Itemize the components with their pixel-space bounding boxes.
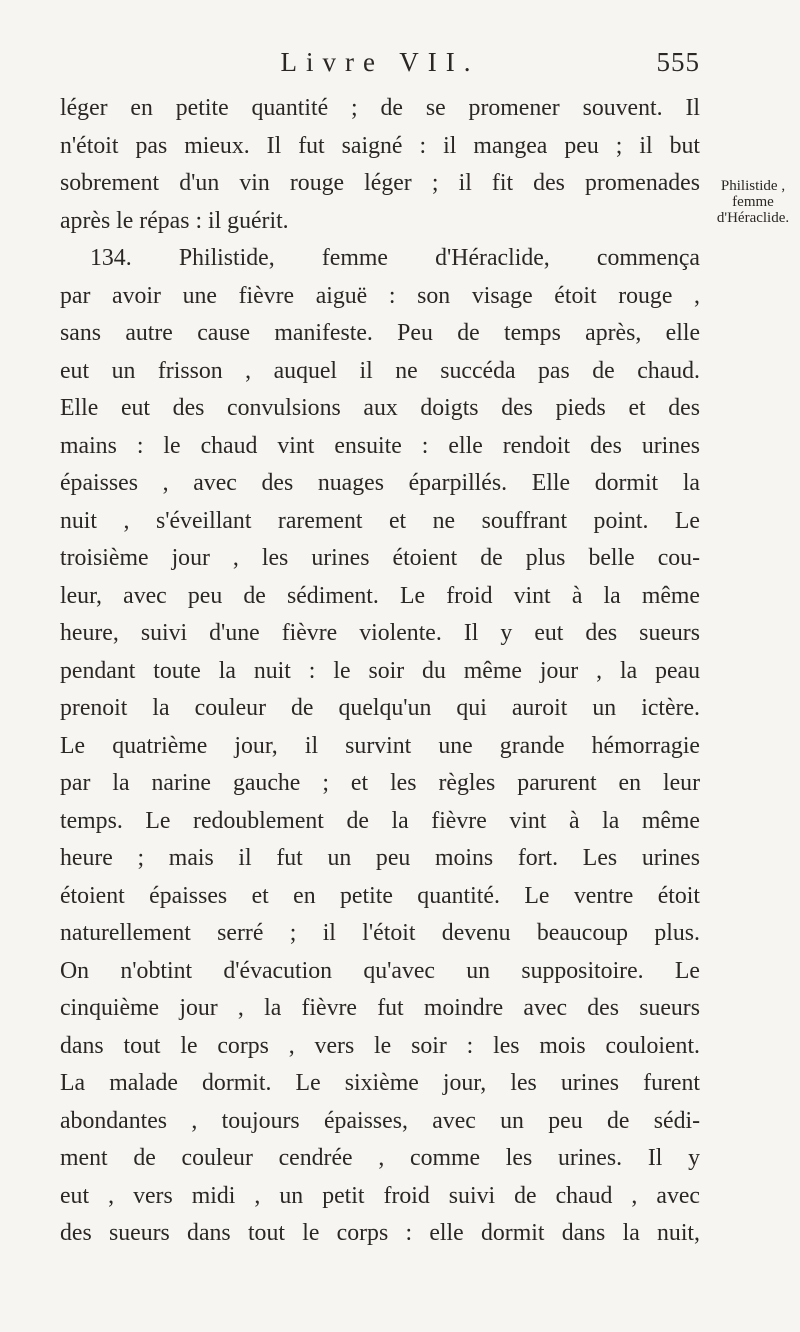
text-line: heure ; mais il fut un peu moins fort. Les urines bbox=[60, 845, 700, 871]
text-line: n'étoit pas mieux. Il fut saigné : il mangea peu ; il but bbox=[60, 132, 700, 159]
text-line: eut , vers midi , un petit froid suivi de chaud , avec bbox=[60, 1182, 700, 1209]
text-line: après le répas : il guérit. bbox=[60, 207, 289, 234]
text-line: heure, suivi d'une fièvre violente. Il y eut des sueurs bbox=[60, 620, 700, 646]
text-line: prenoit la couleur de quelqu'un qui auroit un ictère. bbox=[60, 695, 700, 721]
text-line: abondantes , toujours épaisses, avec un peu de sédi- bbox=[60, 1107, 700, 1134]
text-line: étoient épaisses et en petite quantité. Le ventre étoit bbox=[60, 882, 700, 909]
text-line: nuit , s'éveillant rarement et ne souffrant point. Le bbox=[60, 507, 700, 534]
text-line: 134. Philistide, femme d'Héraclide, commença bbox=[90, 245, 700, 271]
text-line: par avoir une fièvre aiguë : son visage étoit rouge , bbox=[60, 282, 700, 309]
text-line: pendant toute la nuit : le soir du même jour , la peau bbox=[60, 657, 700, 684]
text-line: naturellement serré ; il l'étoit devenu beaucoup plus. bbox=[60, 920, 700, 946]
running-head bbox=[60, 42, 700, 82]
text-line: sobrement d'un vin rouge léger ; il fit des promenades bbox=[60, 170, 700, 196]
text-line: temps. Le redoublement de la fièvre vint à la même bbox=[60, 807, 700, 834]
margin-note-line: femme bbox=[732, 194, 774, 210]
text-line: eut un frisson , auquel il ne succéda pas de chaud. bbox=[60, 357, 700, 384]
text-line: sans autre cause manifeste. Peu de temps après, elle bbox=[60, 320, 700, 346]
page-number: 555 bbox=[656, 47, 700, 77]
text-line: troisième jour , les urines étoient de plus belle cou- bbox=[60, 545, 700, 571]
body-text bbox=[60, 90, 700, 1253]
text-line: leur, avec peu de sédiment. Le froid vint à la même bbox=[60, 582, 700, 609]
text-line: cinquième jour , la fièvre fut moindre avec des sueurs bbox=[60, 995, 700, 1021]
text-line: Elle eut des convulsions aux doigts des pieds et des bbox=[60, 395, 700, 421]
text-line: épaisses , avec des nuages éparpillés. Elle dormit la bbox=[60, 470, 700, 496]
margin-note bbox=[708, 178, 798, 226]
running-title: Livre VII. bbox=[280, 47, 480, 77]
text-line: On n'obtint d'évacution qu'avec un suppositoire. Le bbox=[60, 957, 700, 984]
text-line: des sueurs dans tout le corps : elle dormit dans la nuit, bbox=[60, 1220, 700, 1246]
text-line: mains : le chaud vint ensuite : elle rendoit des urines bbox=[60, 432, 700, 459]
margin-note-line: Philistide , bbox=[720, 178, 786, 194]
text-line: ment de couleur cendrée , comme les urines. Il y bbox=[60, 1145, 700, 1171]
text-line: La malade dormit. Le sixième jour, les urines furent bbox=[60, 1070, 700, 1096]
margin-note-line: d'Héraclide. bbox=[716, 210, 790, 226]
text-line: Le quatrième jour, il survint une grande hémorragie bbox=[60, 732, 700, 759]
text-line: par la narine gauche ; et les règles parurent en leur bbox=[60, 770, 700, 796]
text-line: léger en petite quantité ; de se promener souvent. Il bbox=[60, 95, 700, 121]
text-line: dans tout le corps , vers le soir : les mois couloient. bbox=[60, 1032, 700, 1059]
